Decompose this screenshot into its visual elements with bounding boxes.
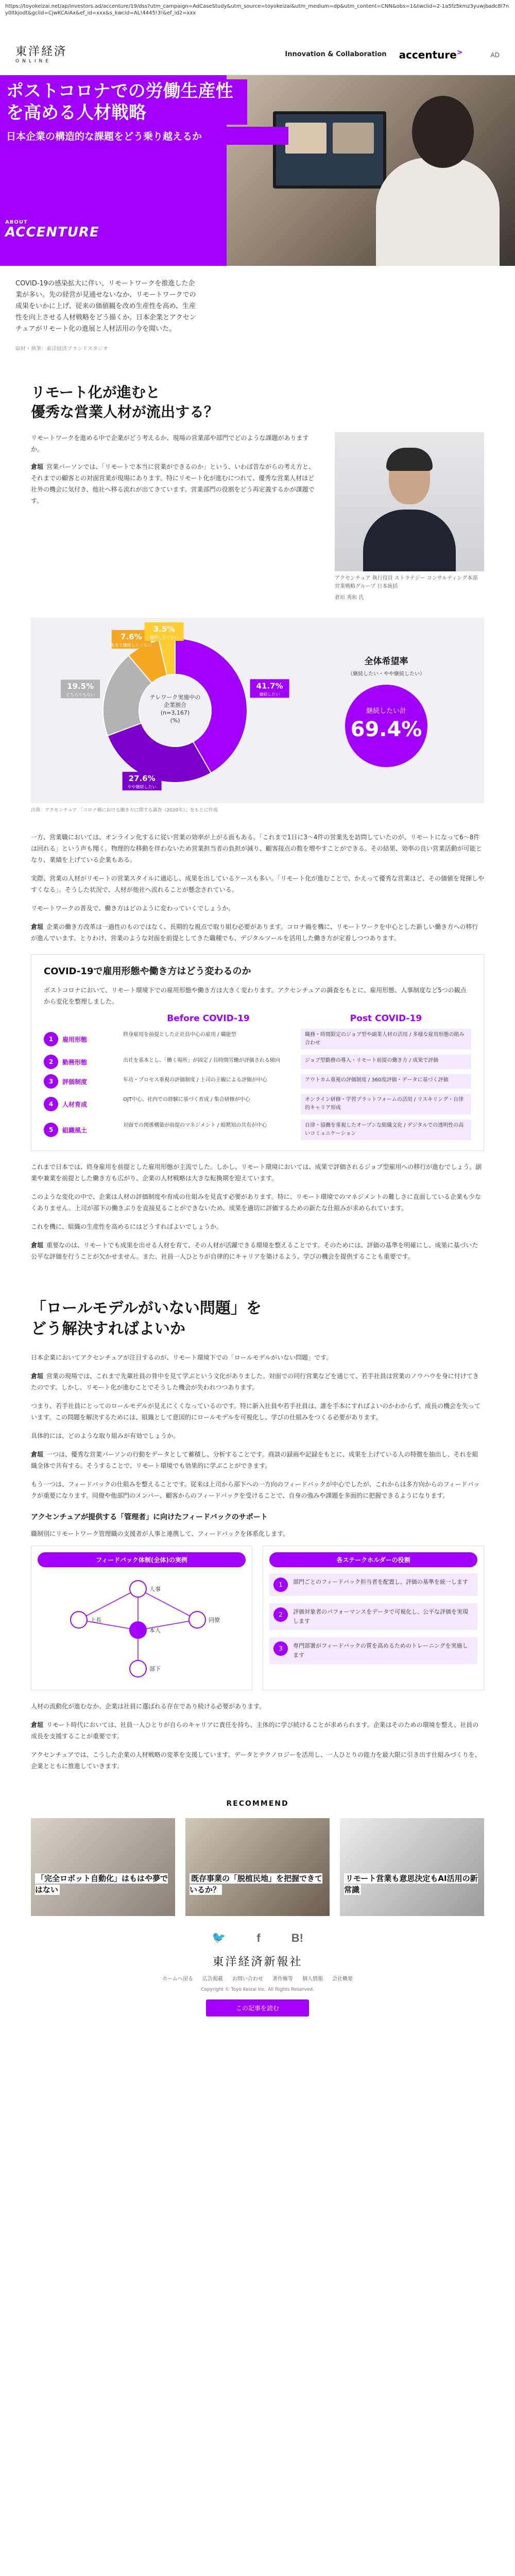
recommend-card-title: 既存事業の「脱植民地」を把握できているか？ bbox=[190, 1874, 323, 1894]
recommend-title-block bbox=[190, 1873, 325, 1895]
feedback-right-title: 各ステークホルダーの役割 bbox=[269, 1552, 477, 1567]
grid-spacer bbox=[44, 1013, 116, 1024]
body-paragraph bbox=[31, 1240, 484, 1262]
slice-category-label: どちらでもない bbox=[66, 692, 95, 698]
node-label: 本人 bbox=[149, 1627, 161, 1634]
person-node-icon bbox=[130, 1622, 146, 1638]
section1-content bbox=[0, 422, 515, 602]
heading-line: 優秀な営業人材が流出する？ bbox=[31, 403, 219, 420]
node-label: 上長 bbox=[90, 1617, 101, 1623]
answer bbox=[31, 461, 319, 506]
paragraph-text: 一方、営業職においては、オンライン化するに従い営業の効率が上がる面もある。「これまで1日に3〜4件の営業先を訪問していたのが、リモートになって6〜8件は回れる」という声も聞く。物理的な移動を伴わないため営業担当者の負担が減り、顧客接点の数を増やすことができる。その結果、効率の良い営業活動が可能となり、業績を上げている企業もある。 bbox=[31, 834, 482, 863]
row-number: 5 bbox=[44, 1123, 58, 1137]
paragraph-text: 人材の流動化が進むなか、企業は社員に選ばれる存在であり続ける必要があります。 bbox=[31, 1703, 266, 1710]
node-label: 部下 bbox=[149, 1666, 161, 1672]
recommend-title: RECOMMEND bbox=[226, 1800, 289, 1808]
browser-url-bar[interactable]: https://toyokeizai.net/ap/investors.ad/accenture/19/dss?utm_campaign=AdCaseStudy&utm_source=toyokeizai&utm_medium=dp&utm_content=CNN&obs=1&twclid=2-1a5fz5kmz3yuwjbadc8l7ny0ltkjodt&gclid=CjwKCAiAx&ef_id=xxx&s_kwcid=AL!4445!3!&ef_id2=xxx bbox=[0, 0, 515, 35]
recommend-card[interactable] bbox=[185, 1818, 330, 1916]
body-paragraph bbox=[31, 1479, 484, 1501]
paragraph-text: 営業の現場では、これまで先輩社員の背中を見て学ぶという文化がありました。対面での同行営業などを通じて、若手社員は営業のノウハウを身に付けてきたのです。しかし、リモート化が進むことでそうした機会が失われつつあります。 bbox=[31, 1372, 479, 1391]
person-node-icon bbox=[71, 1612, 87, 1628]
body-paragraph bbox=[31, 1719, 484, 1742]
post-covid-cell: オンライン研修・学習プラットフォームの活用 / リスキリング・自律的キャリア形成 bbox=[301, 1094, 471, 1114]
post-covid-cell: アウトカム重視の評価制度 / 360度評価・データに基づく評価 bbox=[301, 1074, 471, 1089]
about-accenture-badge[interactable] bbox=[5, 219, 99, 239]
paragraph-text: これまで日本では、終身雇用を前提とした雇用形態が主流でした。しかし、リモート環境においては、成果で評価されるジョブ型雇用への移行が進むでしょう。副業や兼業を前提とした働き方も広がり、企業の人材戦略は大きな転換期を迎えています。 bbox=[31, 1163, 482, 1182]
recommend-card-title: 「完全ロボット自動化」はもはや夢ではない bbox=[35, 1874, 168, 1894]
photo-hair bbox=[386, 448, 433, 471]
paragraph-text: つまり、若手社員にとってのロールモデルが見えにくくなっているのです。特に新入社員や若手社員は、誰を手本にすればよいのかわからず、成長の機会を失っています。この問題を解決するためには、組織として意図的にロールモデルを可視化し、学びの仕組みをつくる必要があります。 bbox=[31, 1402, 481, 1421]
pie-center-label: テレワーク実施中の bbox=[149, 694, 201, 701]
feedback-title: アクセンチュアが提供する「管理者」に向けたフィードバックのサポート bbox=[31, 1513, 268, 1521]
body-paragraph bbox=[31, 1352, 484, 1363]
covid-title: COVID-19で雇用形態や働き方はどう変わるのか bbox=[44, 966, 251, 977]
answer-text: 営業パーソンでは、「リモートで本当に営業ができるのか」という、いわば昔ながらの考え方と、それまでの顧客との対面営業が現場にあります。特にリモート化が進むにつれて、優秀な営業人材ほど社外の機会に気付き、他社へ移る流れが出てきています。営業部門の役割をどう再定義するかが課題です。 bbox=[31, 463, 315, 504]
slice-value-label: 19.5% bbox=[67, 682, 94, 691]
role-number: 1 bbox=[273, 1578, 288, 1592]
footer-logo[interactable]: 東洋経済新報社 bbox=[212, 1956, 303, 1969]
question: リモートワークを進める中で企業がどう考えるか、現場の営業部や部門でどのような課題がありますか。 bbox=[31, 434, 309, 453]
footer-link[interactable]: お問い合わせ bbox=[232, 1976, 263, 1982]
paragraph-text: リモート時代においては、社員一人ひとりが自らのキャリアに責任を持ち、主体的に学び続けることが求められます。企業はそのための環境を整え、社員の成長を支援することが重要です。 bbox=[31, 1721, 479, 1740]
role-number: 3 bbox=[273, 1641, 288, 1656]
hero-photo bbox=[227, 75, 515, 266]
lead-paragraph: COVID-19の感染拡大に伴い、リモートワークを推進した企業が多い。先の経営が見通せないなか、リモートワークでの成果をいかに上げ、従来の価値観を改め生産性を高め、生産性を向上させる人材戦略をどう描くか。日本企業とアクセンチュアがリモート化の進展と人材活用の今を聞いた。 bbox=[15, 280, 196, 333]
feedback-link bbox=[79, 1620, 138, 1630]
section1-heading bbox=[0, 383, 515, 422]
body-paragraph bbox=[31, 1430, 484, 1442]
feedback-diagram bbox=[38, 1573, 238, 1682]
recommend-title-block bbox=[344, 1873, 480, 1895]
pie-chart-svg bbox=[31, 618, 484, 803]
row-number: 2 bbox=[44, 1055, 58, 1069]
twitter-icon[interactable]: 🐦 bbox=[212, 1931, 226, 1944]
recommend-grid bbox=[31, 1818, 484, 1916]
row-number: 4 bbox=[44, 1097, 58, 1111]
facebook-icon[interactable]: f bbox=[256, 1931, 261, 1944]
body-paragraph bbox=[31, 1449, 484, 1471]
photo-suit bbox=[363, 510, 456, 571]
body3 bbox=[0, 1352, 515, 1501]
feedback-link bbox=[79, 1589, 138, 1620]
role-text: 部門ごとのフィードバック担当者を配置し、評価の基準を統一します bbox=[293, 1579, 468, 1585]
callout-value: 69.4% bbox=[350, 718, 422, 741]
feedback-grid bbox=[31, 1546, 484, 1690]
logo-sub: ONLINE bbox=[15, 58, 52, 64]
body-paragraph bbox=[31, 1701, 484, 1712]
paragraph-text: これを機に、組織の生産性を高めるにはどうすればよいでしょうか。 bbox=[31, 1223, 223, 1230]
post-covid-heading: Post COVID-19 bbox=[350, 1013, 422, 1024]
post-covid-cell: 職務・時間限定のジョブ型や副業人材の活用 / 多様な雇用形態の組み合わせ bbox=[301, 1029, 471, 1049]
hero-title: ポストコロナでの労働生産性を高める人材戦略 bbox=[0, 79, 247, 125]
copyright: Copyright © Toyo Keizai Inc. All Rights Reserved. bbox=[200, 1987, 314, 1992]
feedback-left-title: フィードバック体制(全体)の実例 bbox=[38, 1552, 246, 1567]
row-number: 1 bbox=[44, 1032, 58, 1046]
speaker-tag: 倉垣 bbox=[31, 923, 44, 930]
slice-category-label: 継続したい bbox=[259, 692, 280, 697]
slice-value-label: 7.6% bbox=[121, 632, 142, 641]
ad-label: AD bbox=[490, 51, 500, 59]
badge-big: ACCENTURE bbox=[5, 225, 99, 240]
feedback-intro: 職制別にリモートワーク管理職の支援者が人事と連携して、フィードバックを体系化します。 bbox=[31, 1530, 289, 1537]
hero-subtitle: 日本企業の構造的な課題をどう乗り越えるか bbox=[0, 127, 288, 145]
body2 bbox=[0, 1161, 515, 1262]
body-paragraph bbox=[31, 873, 484, 895]
role-text: 専門部署がフィードバックの質を高めるためのトレーニングを実施します bbox=[293, 1642, 468, 1658]
person-head bbox=[412, 96, 474, 168]
site-header bbox=[0, 35, 515, 75]
node-label: 人事 bbox=[149, 1586, 161, 1592]
logo-main: 東洋経済 bbox=[15, 45, 67, 58]
innovation-collaboration-logo: Innovation & Collaboration bbox=[285, 50, 387, 59]
covid-row-label bbox=[44, 1029, 116, 1049]
body-paragraph bbox=[31, 1749, 484, 1772]
recommend-card[interactable] bbox=[340, 1818, 484, 1916]
slice-category-label: あまり継続したくない bbox=[110, 642, 152, 648]
photo-caption: アクセンチュア 執行役員 ストラテジー コンサルティング本部 営業戦略グループ 日本統括 bbox=[335, 575, 478, 589]
pre-covid-cell: OJT中心、社内での経験に基づく育成 / 集合研修が中心 bbox=[123, 1097, 250, 1103]
chart-source-note: 出典：アクセンチュア 「コロナ禍における働き方に関する調査（2020年）」をもとに作成 bbox=[31, 808, 218, 813]
recommend-card-title: リモート営業も意思決定もAI活用の新常識 bbox=[344, 1874, 478, 1894]
body-paragraph bbox=[31, 1400, 484, 1423]
slice-category-label: 継続したくない bbox=[149, 635, 179, 640]
paragraph-text: リモートワークの普及で、働き方はどのように変わっていくでしょうか。 bbox=[31, 905, 235, 912]
callout-label: 全体希望率 bbox=[364, 656, 408, 667]
covid-row-label bbox=[44, 1074, 116, 1089]
pre-covid-heading: Before COVID-19 bbox=[167, 1013, 250, 1024]
interviewee-photo bbox=[335, 432, 484, 571]
row-label-text: 勤務形態 bbox=[62, 1058, 88, 1066]
recommend-card[interactable] bbox=[31, 1818, 175, 1916]
pre-covid-cell: 年功・プロセス重視の評価制度 / 上司の主観による評価が中心 bbox=[123, 1077, 267, 1083]
row-label-text: 人材育成 bbox=[62, 1100, 88, 1108]
person-node-icon bbox=[130, 1660, 146, 1677]
pre-covid-cell: 終身雇用を前提とした正社員中心の雇用 / 職能型 bbox=[123, 1032, 236, 1038]
paragraph-text: 日本企業においてアクセンチュアが注目するのが、リモート環境下での「ロールモデルがいない問題」です。 bbox=[31, 1354, 333, 1361]
paragraph-text: 一つは、優秀な営業パーソンの行動をデータとして蓄積し、分析することです。商談の録画や記録をもとに、成果を上げている人の特徴を抽出し、それを組織全体で共有する。そうすることで、リモート環境でも効果的に学ぶことができます。 bbox=[31, 1451, 478, 1469]
paragraph-text: もう一つは、フィードバックの仕組みを整えることです。従来は上司から部下への一方向のフィードバックが中心でしたが、これからは多方向からのフィードバックが重要になります。同僚や他部門のメンバー、顧客からのフィードバックを受けることで、自身の強みや課題を多面的に把握できるようになります。 bbox=[31, 1481, 480, 1499]
body1 bbox=[0, 832, 515, 944]
paragraph-text: アクセンチュアでは、こうした企業の人材戦略の変革を支援しています。データとテクノロジーを活用し、一人ひとりの能力を最大限に引き出す仕組みづくりを、企業とともに推進していきます。 bbox=[31, 1751, 481, 1770]
covid-comparison-box bbox=[31, 954, 484, 1151]
cta-button[interactable]: この記事を読む bbox=[206, 1999, 309, 2016]
recommend-title-block bbox=[35, 1873, 171, 1895]
slice-value-label: 27.6% bbox=[128, 774, 156, 784]
body-paragraph bbox=[31, 1191, 484, 1214]
role-item bbox=[269, 1573, 477, 1596]
covid-intro: ポストコロナにおいて、リモート環境下での雇用形態や働き方は大きく変わります。アクセンチュアの調査をもとに、雇用形態、人事制度など5つの観点から変化を整理しました。 bbox=[44, 987, 467, 1005]
heading-line: リモート化が進むと bbox=[31, 384, 160, 401]
footer-links bbox=[0, 1969, 515, 1987]
paragraph-text: 重要なのは、リモートでも成果を出せる人材を育て、その人材が活躍できる環境を整えることです。そのためには、評価の基準を明確にし、成果に基づいた公平な評価を行うことが欠かせません。また、社員一人ひとりが自律的にキャリアを築けるよう、学びの機会を提供することも重要です。 bbox=[31, 1242, 478, 1260]
footer-link[interactable]: 広告掲載 bbox=[202, 1976, 223, 1982]
slice-value-label: 3.5% bbox=[153, 624, 175, 634]
feedback-figure bbox=[31, 1512, 484, 1690]
row-label-text: 評価制度 bbox=[62, 1078, 88, 1086]
covid-row-label bbox=[44, 1055, 116, 1069]
pre-covid-cell: 出社を基本とし、「働く場所」が固定 / 長時間労働が評価される傾向 bbox=[123, 1058, 280, 1063]
recommend-section bbox=[0, 1779, 515, 1916]
body-paragraph bbox=[31, 832, 484, 866]
body-paragraph bbox=[31, 921, 484, 944]
accenture-chevron-icon: > bbox=[456, 48, 463, 57]
hero bbox=[0, 75, 515, 266]
section2-heading bbox=[0, 1298, 515, 1340]
row-label-text: 雇用形態 bbox=[62, 1036, 88, 1043]
role-text: 評価対象者のパフォーマンスをデータで可視化し、公平な評価を実現します bbox=[293, 1608, 469, 1624]
toyokeizai-logo[interactable] bbox=[15, 46, 67, 64]
speaker-tag: 倉垣 bbox=[31, 1242, 44, 1249]
laptop-screen bbox=[273, 111, 386, 189]
heading-line: 「ロールモデルがいない問題」を bbox=[31, 1299, 262, 1317]
heading-line: どう解決すればよいか bbox=[31, 1320, 185, 1338]
callout-pre: 継続したい計 bbox=[366, 707, 407, 715]
header-right bbox=[285, 48, 500, 61]
feedback-right bbox=[263, 1546, 484, 1690]
speaker-tag: 倉垣 bbox=[31, 463, 44, 470]
paragraph-text: 具体的には、どのような取り組みが有効でしょうか。 bbox=[31, 1432, 180, 1439]
person-node-icon bbox=[189, 1612, 205, 1628]
body-paragraph bbox=[31, 1370, 484, 1393]
pie-center-label: 企業割合 bbox=[164, 702, 186, 708]
footer-link[interactable]: 個人情報 bbox=[302, 1976, 323, 1982]
pie-center-label: (%) bbox=[170, 717, 180, 724]
post-covid-cell: 自律・協働を重視したオープンな組織文化 / デジタルでの透明性の高いコミュニケーション bbox=[301, 1120, 471, 1140]
covid-row-label bbox=[44, 1120, 116, 1140]
covid-grid bbox=[44, 1013, 471, 1140]
person-figure bbox=[376, 158, 500, 266]
role-item bbox=[269, 1637, 477, 1664]
footer-link[interactable]: 会社概要 bbox=[332, 1976, 353, 1982]
body-paragraph bbox=[31, 903, 484, 914]
accenture-logo[interactable] bbox=[399, 48, 463, 61]
body4 bbox=[0, 1701, 515, 1772]
feedback-link bbox=[138, 1620, 197, 1630]
covid-row-label bbox=[44, 1094, 116, 1114]
paragraph-text: 企業の働き方改革は一過性のものではなく、長期的な視点で取り組む必要があります。コロナ禍を機に、リモートワークを中心とした新しい働き方への移行が進んでいます。とりわけ、営業のような対面を前提としてきた職種でも、デジタルツールを活用した働き方が定着しつつあります。 bbox=[31, 923, 478, 942]
node-label: 同僚 bbox=[209, 1617, 220, 1623]
feedback-link bbox=[138, 1589, 197, 1620]
video-tile bbox=[285, 123, 327, 154]
share-bar bbox=[0, 1916, 515, 1953]
paragraph-text: このような変化の中で、企業は人材の評価制度や育成の仕組みを見直す必要があります。特に、リモート環境でのマネジメントの難しさに直面している企業も少なくありません。上司が部下の働きぶりを直接見ることができないため、成果を適切に評価するための新たな仕組みが求められています。 bbox=[31, 1193, 481, 1212]
speaker-tag: 倉垣 bbox=[31, 1451, 44, 1458]
photo-name: 倉垣 秀和 氏 bbox=[335, 595, 364, 601]
body-paragraph bbox=[31, 1221, 484, 1232]
speaker-tag: 倉垣 bbox=[31, 1721, 44, 1728]
byline: 取材・執筆：東洋経済ブランドスタジオ bbox=[15, 346, 108, 352]
pre-covid-cell: 対面での関係構築が前提のマネジメント / 暗黙知の共有が中心 bbox=[123, 1123, 267, 1128]
video-tile bbox=[333, 123, 374, 154]
footer-link[interactable]: ホームへ戻る bbox=[162, 1976, 193, 1982]
hatena-icon[interactable]: B! bbox=[291, 1931, 303, 1944]
row-label-text: 組織風土 bbox=[62, 1126, 88, 1134]
row-number: 3 bbox=[44, 1074, 58, 1089]
slice-category-label: やや継続したい bbox=[127, 785, 157, 790]
accenture-wordmark: accenture bbox=[399, 48, 457, 61]
post-covid-cell: ジョブ型勤務の導入・リモート前提の働き方 / 成果で評価 bbox=[301, 1055, 471, 1069]
person-node-icon bbox=[130, 1581, 146, 1597]
interviewee-photo-block bbox=[335, 432, 484, 602]
slice-value-label: 41.7% bbox=[256, 681, 283, 691]
role-list bbox=[269, 1573, 477, 1664]
speaker-tag: 倉垣 bbox=[31, 1372, 44, 1380]
telework-chart bbox=[31, 618, 484, 803]
feedback-left bbox=[31, 1546, 252, 1690]
badge-small: ABOUT bbox=[5, 219, 28, 225]
role-number: 2 bbox=[273, 1607, 288, 1622]
role-item bbox=[269, 1603, 477, 1630]
footer-link[interactable]: 著作権等 bbox=[272, 1976, 293, 1982]
paragraph-text: 実際、営業の人材がリモートの営業スタイルに適応し、成果を出しているケースも多い。「リモート化が進むことで、かえって優秀な営業ほど、その価値を発揮しやすくなる」。そうした状況で、人材が他社へ流れることが懸念されている。 bbox=[31, 875, 484, 893]
pie-center-label: (n=3,167) bbox=[160, 709, 190, 716]
interview-text bbox=[31, 432, 319, 602]
callout-label: （継続したい・やや継続したい） bbox=[348, 671, 425, 677]
body-paragraph bbox=[31, 1161, 484, 1184]
